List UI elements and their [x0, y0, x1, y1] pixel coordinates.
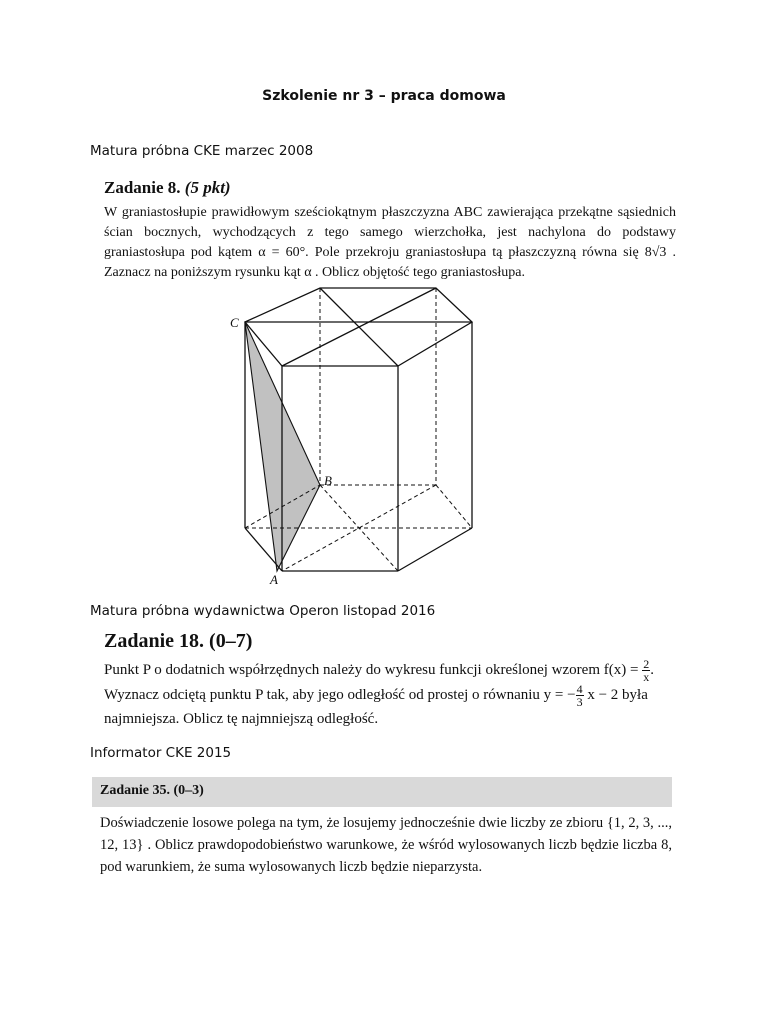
task-text-35: [100, 812, 672, 878]
vertex-label-b: B: [324, 473, 332, 488]
source-label-3: Informator CKE 2015: [90, 745, 232, 761]
task-points: (0–7): [209, 630, 253, 652]
task-points: (5 pkt): [184, 178, 231, 197]
task-line: Wyznacz odciętą punktu P tak, aby jego odległość od prostej o równaniu y = − $\frac{4}{3}$ x − 2 była: [104, 682, 648, 709]
task-body: W graniastosłupie prawidłowym sześciokątnym płaszczyzna ABC zawierająca przekątne sąsiednich ścian bocznych, wychodzących z tego samego wierzchołka, jest nachylona do podstawy graniastosłupa pod kątem α = 60°. Pole przekroju graniastosłupa tą płaszczyzną równa się 8√3 . Zaznacz na poniższym rysunku kąt α . Oblicz objętość tego graniastosłupa.: [104, 205, 676, 280]
task-text-8: [104, 203, 676, 283]
hexagonal-prism-figure: [220, 278, 480, 590]
task-heading-bar: [92, 777, 672, 807]
task-title: Zadanie 18.: [104, 630, 205, 652]
task-heading-35: Zadanie 35. (0–3): [100, 783, 204, 798]
task-heading-18: [104, 630, 252, 653]
source-label-2: Matura próbna wydawnictwa Operon listopad 2016: [90, 603, 436, 619]
source-label-1: Matura próbna CKE marzec 2008: [90, 143, 314, 159]
fraction: $\frac{4}{3}$: [576, 682, 583, 709]
vertex-label-c: C: [230, 315, 239, 330]
task-heading-8: [104, 178, 231, 198]
vertex-label-a: A: [270, 572, 278, 587]
task-line: Punkt P o dodatnich współrzędnych należy do wykresu funkcji określonej wzorem f(x) = $\frac{2}{x}$ .: [104, 657, 654, 684]
fraction: $\frac{2}{x}$: [643, 657, 650, 684]
task-title: Zadanie 8.: [104, 178, 181, 197]
task-text-18: [104, 658, 679, 730]
task-body: Doświadczenie losowe polega na tym, że losujemy jednocześnie dwie liczby ze zbioru {1, 2, 3, ..., 12, 13} . Oblicz prawdopodobieństwo warunkowe, że wśród wylosowanych liczb będzie liczba 8, pod warunkiem, że suma wylosowanych liczb będzie nieparzysta.: [100, 815, 672, 875]
task-line: najmniejsza. Oblicz tę najmniejszą odległość.: [104, 711, 379, 727]
page-title: Szkolenie nr 3 – praca domowa: [262, 88, 506, 104]
